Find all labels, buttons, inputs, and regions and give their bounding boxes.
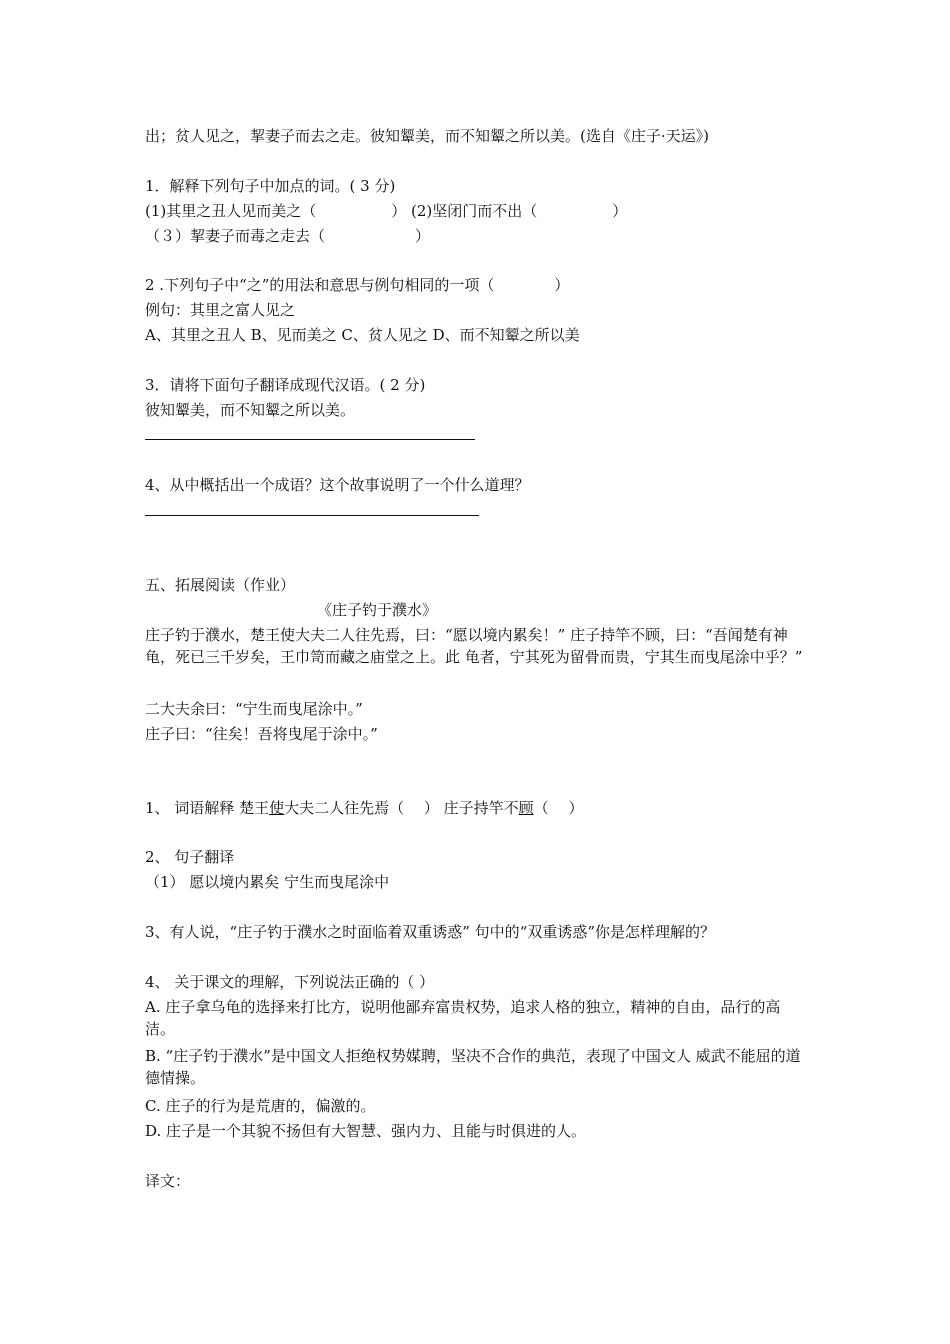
exercise-1-suffix: （ ） [533,799,584,817]
exercise-3-title: 3、有人说，“庄子钓于濮水之时面临着双重诱惑” 句中的“双重诱惑”你是怎样理解的？ [145,923,715,941]
passage-conclusion: 庄子曰：“往矣！吾将曳尾于涂中。” [145,725,378,743]
exercise-4-option-b: B. “庄子钓于濮水”是中国文人拒绝权势媒聘，坚决不合作的典范，表现了中国文人 威武不能屈的道德情操。 [145,1047,801,1087]
exercise-2-title: 2、 句子翻译 [145,848,235,866]
passage-title: 《庄子钓于濮水》 [317,601,438,619]
exercise-1-prefix: 1、 词语解释 楚王 [145,799,270,817]
q4-title: 4、从中概括出一个成语？这个故事说明了一个什么道理？ [145,476,530,494]
section5-heading: 五、拓展阅读（作业） [145,576,296,594]
exercise-2-line: （1） 愿以境内累矣 宁生而曳尾涂中 [145,873,390,891]
exercise-1-middle: 大夫二人往先焉（ ） 庄子持竿不 [284,799,519,817]
q3-title: 3．请将下面句子翻译成现代汉语。( 2 分) [145,376,426,394]
q3-answer-line[interactable] [145,439,475,440]
exercise-4-option-a: A. 庄子拿乌龟的选择来打比方，说明他鄙弃富贵权势，追求人格的独立，精神的自由，品行的高洁。 [145,998,781,1038]
translation-label: 译文： [145,1172,191,1190]
underlined-word-gu: 顾 [518,799,534,817]
q4-answer-line[interactable] [145,515,479,516]
passage-paragraph: 庄子钓于濮水，楚王使大夫二人往先焉，曰：“愿以境内累矣！” 庄子持竿不顾，曰：“吾闻楚有神龟，死已三千岁矣，王巾笥而藏之庙堂之上。此 龟者，宁其死为留骨而贵，宁其生而曳尾涂中乎？” [145,626,803,666]
intro-line: 出；贫人见之，挈妻子而去之走。彼知颦美，而不知颦之所以美。(选自《庄子·天运》) [145,127,709,145]
q3-sentence: 彼知颦美，而不知颦之所以美。 [145,401,356,419]
exercise-1 [145,797,583,819]
q2-title: 2 .下列句子中“之”的用法和意思与例句相同的一项（ ） [145,276,570,294]
exercise-4-option-d: D. 庄子是一个其貌不扬但有大智慧、强内力、且能与时俱进的人。 [145,1122,587,1140]
q1-line-b: （３）挈妻子而毒之走去（ ） [145,227,431,245]
q1-title: 1．解释下列句子中加点的词。( 3 分) [145,177,396,195]
passage-reply: 二大夫余曰：“宁生而曳尾涂中。” [145,700,363,718]
underlined-word-shi: 使 [269,799,285,817]
q2-options: A、其里之丑人 B、见而美之 C、贫人见之 D、而不知颦之所以美 [145,326,580,344]
q2-example: 例句：其里之富人见之 [145,301,296,319]
q1-line-a: (1)其里之丑人见而美之（ ） (2)坚闭门而不出（ ） [145,202,628,220]
exercise-4-option-c: C. 庄子的行为是荒唐的，偏激的。 [145,1097,376,1115]
exercise-4-title: 4、 关于课文的理解，下列说法正确的（ ） [145,973,435,991]
